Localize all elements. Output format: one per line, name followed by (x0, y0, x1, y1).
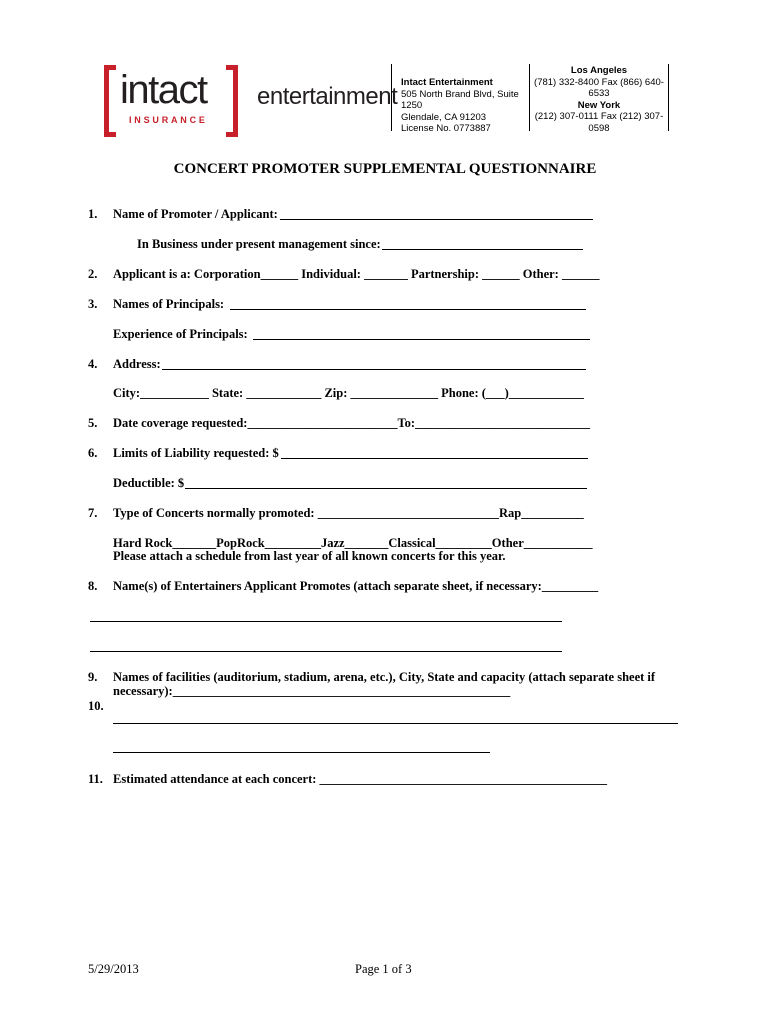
q10-number: 10. (88, 699, 104, 713)
q5-number: 5. (88, 416, 98, 430)
la-label: Los Angeles (570, 65, 628, 76)
office-contacts-block (529, 64, 669, 134)
q4-label: Address: (113, 357, 161, 371)
la-phone: (781) 332-8400 Fax (866) 640- (534, 76, 664, 88)
q3-sub-label: Experience of Principals: (113, 327, 248, 341)
company-suite: 1250 (401, 100, 423, 111)
attendance-field[interactable]: ______________________________________________ (319, 772, 608, 786)
concert-types-field[interactable]: Type of Concerts normally promoted: _____________________________Rap__________ (113, 506, 584, 520)
deductible-field[interactable] (185, 488, 587, 489)
promoter-name-field[interactable] (280, 219, 593, 220)
logo-wordmark: intact (120, 68, 207, 112)
q10-line-2[interactable] (113, 752, 490, 753)
q6-sub-label: Deductible: $ (113, 476, 185, 490)
address-field[interactable] (162, 369, 586, 370)
q4-number: 4. (88, 357, 98, 371)
q6-number: 6. (88, 446, 98, 460)
business-since-field[interactable] (382, 249, 583, 250)
q11-label (113, 772, 607, 787)
entertainers-line-1[interactable] (90, 621, 562, 622)
q9-label: Names of facilities (auditorium, stadium, arena, etc.), City, State and capacity (attach separate sheet if (113, 670, 656, 684)
q11-label-text: Estimated attendance at each concert: (113, 772, 320, 786)
logo-right-bracket (226, 65, 238, 137)
intact-insurance-logo (104, 65, 238, 129)
q1-sub-label: In Business under present management since: (137, 237, 381, 251)
logo-left-bracket (104, 65, 116, 137)
footer-date: 5/29/2013 (88, 962, 139, 976)
facilities-field[interactable]: necessary):______________________________________________________ (113, 684, 511, 698)
logo-entertainment: entertainment (257, 83, 398, 110)
liability-limits-field[interactable] (281, 458, 588, 459)
schedule-note: Please attach a schedule from last year of all known concerts for this year. (113, 549, 506, 563)
city-state-zip-phone-field[interactable]: City:___________ State: ____________ Zip: ______________ Phone: (___)____________ (113, 386, 584, 400)
la-phone-cont: 6533 (588, 88, 610, 99)
entertainers-line-2[interactable] (90, 651, 562, 652)
q9-number: 9. (88, 670, 98, 684)
q11-number: 11. (88, 772, 103, 786)
entertainers-field[interactable]: Name(s) of Entertainers Applicant Promotes (attach separate sheet, if necessary:_________ (113, 579, 599, 593)
principals-experience-field[interactable] (253, 339, 590, 340)
ny-phone-cont: 0598 (588, 122, 610, 134)
applicant-type-field[interactable]: Applicant is a: Corporation______ Individual: _______ Partnership: ______ Other: ______ (113, 267, 600, 281)
company-city: Glendale, CA 91203 (401, 111, 487, 123)
q1-label: Name of Promoter / Applicant: (113, 207, 278, 221)
page-title: CONCERT PROMOTER SUPPLEMENTAL QUESTIONNAIRE (173, 161, 597, 177)
q7-number: 7. (88, 506, 98, 520)
q1-number: 1. (88, 207, 98, 221)
company-name: Intact Entertainment (401, 77, 493, 88)
q10-line-1[interactable] (113, 723, 678, 724)
company-street: 505 North Brand Blvd, Suite (401, 88, 519, 100)
company-license: License No. 0773887 (401, 123, 491, 134)
q3-label: Names of Principals: (113, 297, 225, 311)
coverage-dates-field[interactable]: Date coverage requested:________________________To:____________________________ (113, 416, 591, 430)
concert-genres-field[interactable]: Hard Rock_______PopRock_________Jazz_______Classical_________Other___________ (113, 536, 593, 550)
q6-label: Limits of Liability requested: $ (113, 446, 279, 460)
logo-subtitle: INSURANCE (129, 115, 208, 125)
ny-label: New York (577, 99, 621, 111)
footer-page-number: Page 1 of 3 (355, 962, 412, 976)
company-address-block (391, 64, 525, 134)
principals-field[interactable] (230, 309, 586, 310)
q8-number: 8. (88, 579, 98, 593)
q2-number: 2. (88, 267, 98, 281)
ny-phone: (212) 307-0111 Fax (212) 307- (534, 111, 664, 122)
q3-number: 3. (88, 297, 98, 311)
